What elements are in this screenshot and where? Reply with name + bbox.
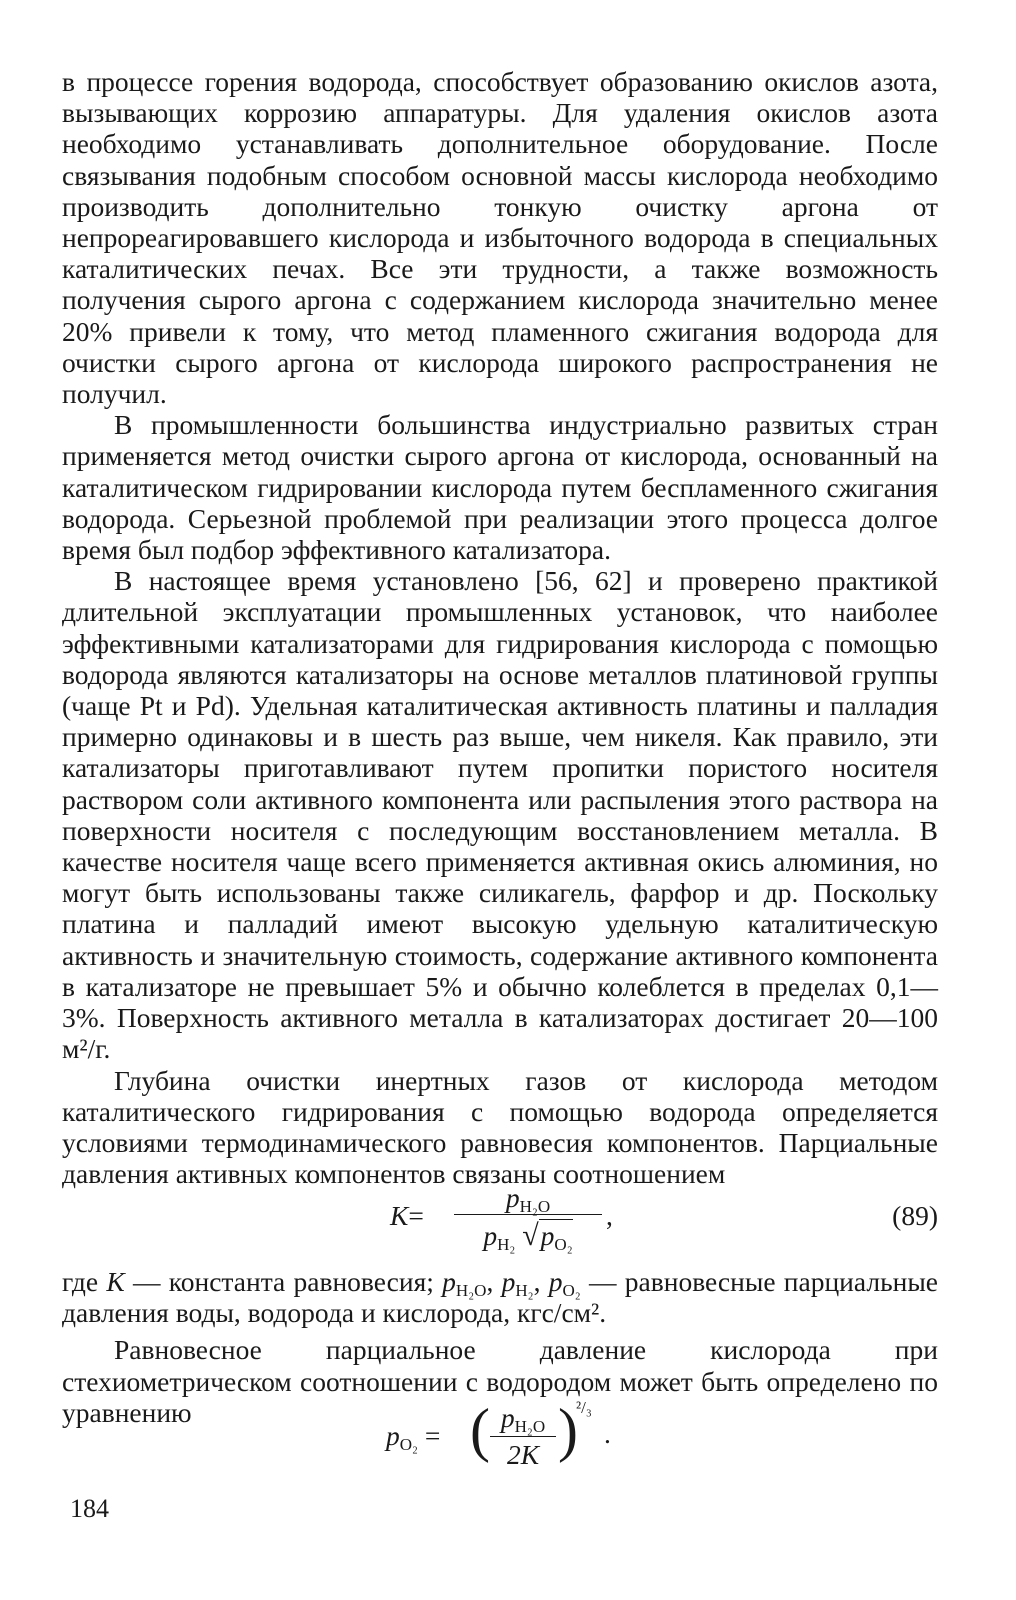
po2-fraction-bar: [490, 1436, 556, 1437]
sqrt-body: $p_{O_2}$: [540, 1220, 573, 1255]
equation-89: K= $p_{H_2O}$ $p_{H_2}$ $√p_{O_2}$ , (89): [390, 1182, 938, 1255]
page-number: 184: [70, 1494, 109, 1523]
paragraph-3: В настоящее время установлено [56, 62] и проверено практикой длительной эксплуатации промышленных установок, что наиболее эффективными катализаторами для гидрирования кислорода с помощью водорода являются катализаторы на основе металлов платиновой группы (чаще Pt и Pd). Удельная каталитическая активность платины и палладия примерно одинаковы и в шесть раз выше, чем никеля. Как правило, эти катализаторы приготавливают путем пропитки пористого носителя раствором соли активного компонента или распыления этого раствора на поверхности носителя с последующим восстановлением металла. В качестве носителя чаще всего применяется активная окись алюминия, но могут быть использованы также силикагель, фарфор и др. Поскольку платина и палладий имеют высокую удельную каталитическую активность и значительную стоимость, содержание активного компонента в катализаторе не превышает 5% и обычно колеблется в пределах 0,1—3%. Поверхность активного металла в катализаторах достигает 20—100 м²/г.: [62, 565, 938, 1065]
main-text: [62, 66, 938, 1189]
fraction-denominator: $p_{H_2}$ $√p_{O_2}$: [483, 1219, 573, 1255]
equation-number: (89): [892, 1200, 938, 1231]
paragraph-5: где K — константа равновесия; $p_{H_2O}$, $p_{H_2}$, $p_{O_2}$ — равновесные парциальные давления воды, водорода и кислорода, кгс/см².: [62, 1266, 939, 1329]
po2-denominator: 2K: [506, 1439, 540, 1470]
equation-lhs: K=: [390, 1200, 424, 1231]
paragraph-4: Глубина очистки инертных газов от кислорода методом каталитического гидрирования с помощью водорода определяется условиями термодинамического равновесия компонентов. Парциальные давления активных компонентов связаны соотношением: [62, 1064, 938, 1190]
fraction-numerator: $p_{H_2O}$: [505, 1182, 551, 1217]
po2-lhs: $p_{O_2}$ =: [386, 1420, 441, 1455]
paragraph-6: Равновесное парциальное давление кислорода при стехиометрическом соотношении с водородом может быть определено по уравнению: [62, 1334, 938, 1428]
po2-fraction: [490, 1402, 556, 1471]
paragraph-2: В промышленности большинства индустриально развитых стран применяется метод очистки сырого аргона от кислорода, основанный на каталитическом гидрировании кислорода путем беспламенного сжигания водорода. Серьезной проблемой при реализации этого процесса долгое время был подбор эффективного катализатора.: [62, 409, 938, 566]
paragraph-1: в процессе горения водорода, способствует образованию окислов азота, вызывающих коррозию аппаратуры. Для удаления окислов азота необходимо устанавливать дополнительное оборудование. После связывания подобным способом основной массы кислорода необходимо производить дополнительно тонкую очистку аргона от непрореагировавшего кислорода и избыточного водорода в специальных каталитических печах. Все эти трудности, а также возможность получения сырого аргона с содержанием кислорода значительно менее 20% привели к тому, что метод пламенного сжигания водорода для очистки сырого аргона от кислорода широкого распространения не получил.: [62, 66, 938, 410]
sqrt-sign: √: [522, 1219, 539, 1252]
close-paren: ): [558, 1397, 578, 1463]
equation-fraction: [454, 1182, 602, 1253]
po2-exponent: ²/₃: [576, 1398, 592, 1417]
open-paren: (: [470, 1397, 490, 1463]
po2-numerator: $p_{H_2O}$: [500, 1402, 546, 1437]
equation-po2: $p_{O_2}$ = ( $p_{H_2O}$ 2K ) ²/₃ .: [386, 1397, 611, 1470]
